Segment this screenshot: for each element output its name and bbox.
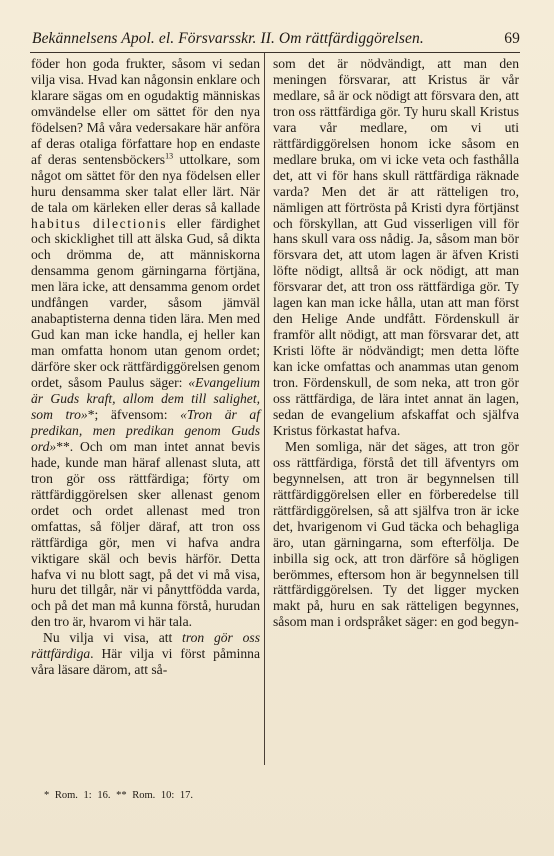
right-paragraph-2: Men somliga, när det säges, att tron gör oss rättfärdiga, förstå det till äfventyrs om begynnelsen, att tron är begynnelsen till rättfärdiggörelsen eller en förberedelse till rättfärdiggörelsen, så att själfva tron är icke det, hvarigenom vi Gud täcka och behagliga äro, utan gärningarna, som efterfölja. De inbilla sig ock, att tron därföre så högligen berömmes, eftersom hon är begynnelsen till rättfärdiggörelsen. Ty det ligger mycken makt på, huru en sak rätteligen begynnes, såsom man i ordspråket säger: en god begyn- — [273, 438, 519, 630]
text-run: uttolkare, som något om sättet för den nya födelsen eller huru densamma sker talat eller lärt. När de tala om kärleken eller deras så kallade — [31, 151, 260, 215]
text-run: eller färdighet och skicklighet till att älska Gud, så dikta och drömma de, att människorna densamma genom gärningarna förtjäna, men lära icke, att densamma genom ordet undfången varder, såsom jämväl anabaptisterna denna tiden lära. Men med Gud kan man icke handla, ej heller kan man omfatta honom utan genom ordet; därföre sker ock rättfärdiggörelsen genom ordet, såsom Paulus säger: — [31, 215, 260, 391]
right-paragraph-1: som det är nödvändigt, att man den meningen försvarar, att Kristus är vår medlare, så är ock nödigt att försvara den, att tron oss rättfärdiga gör. Ty huru skall Kristus vara vår medlare, om vi uti rättfärdiggörelsen honom icke såsom en medlare bruka, om vi icke veta och fasthålla det, att vi för hans skull rättfärdiga räknade varda? Men det är att rätteligen tro, nämligen att förtrösta på Kristi dyra förtjänst och förskyllan, att Gud visserligen vill för hans skull vara oss nådig. Ja, såsom man bör försvara det, att utom lagen är äfven Kristi löfte nödigt, alltså är ock nödigt, att man försvarar det, att tron oss rättfärdiga gör. Ty lagen kan man icke hålla, utan att man först den Helige Ande undfått. Fördenskull är framför allt nödigt, att man försvarar det, att Kristi löfte är nödvändigt; men detta löfte kan icke omfattas och anammas utan genom tron. Fördenskull, de som neka, att tron gör oss rättfärdiga, de lära intet annat än lagen, sedan de evangelium afskaffat och själfva Kristus förkastat hafva. — [273, 56, 519, 438]
scripture-quote: «Evangelium är Guds kraft, allom dem till salighet, som tro» — [31, 375, 260, 422]
text-run: Nu vilja vi visa, att — [43, 630, 183, 646]
right-column — [273, 56, 519, 630]
running-title: Bekännelsens Apol. el. Försvarsskr. II. Om rättfärdiggörelsen. — [32, 30, 424, 47]
scripture-quote: «Tron är af predikan, men predikan genom Guds ord» — [31, 406, 260, 454]
footnote-ref: 13 — [165, 151, 174, 161]
footnote: * Rom. 1: 16. ** Rom. 10: 17. — [44, 790, 194, 801]
emphasis: tron gör oss rättfärdiga — [31, 630, 260, 662]
text-run: . Och om man intet annat bevis hade, kunde man häraf allenast sluta, att tron gör oss rättfärdiga; förty om rättfärdiggörelsen sker allenast genom ordet och ordet allenast med tron omfattas, så följer däraf, att tron oss rättfärdiga gör, men vi hafva andra viktigare skäl och bevis härför. Detta hafva vi nu blott sagt, på det vi må visa, huru det tillgår, när vi pånyttfödda varda, och på det man må kunna förstå, hurudan den tro är, hvarom vi här tala. — [31, 438, 260, 630]
column-separator — [264, 53, 265, 765]
left-column — [31, 56, 260, 678]
text-run: ; äfvensom: — [94, 406, 181, 422]
running-header — [32, 30, 520, 48]
text-run: föder hon goda frukter, såsom vi sedan vilja visa. Hvad kan någonsin enklare och klarare sägas om en ogudaktig människas omvändelse eller om sättet för den nya födelsen? Må våra vedersakare här anföra af deras otaliga författare hop en endaste af deras sentensböckers — [31, 56, 260, 167]
spaced-latin-term: habitus dilectionis — [31, 215, 168, 231]
left-paragraph-2 — [31, 630, 260, 678]
page-number: 69 — [504, 30, 520, 47]
footnote-mark: ** — [56, 438, 70, 454]
header-rule — [30, 52, 520, 53]
footnote-mark: * — [87, 406, 95, 422]
left-paragraph-1 — [31, 56, 260, 630]
text-run: . Här vilja vi först påminna våra läsare därom, att så- — [31, 646, 260, 678]
